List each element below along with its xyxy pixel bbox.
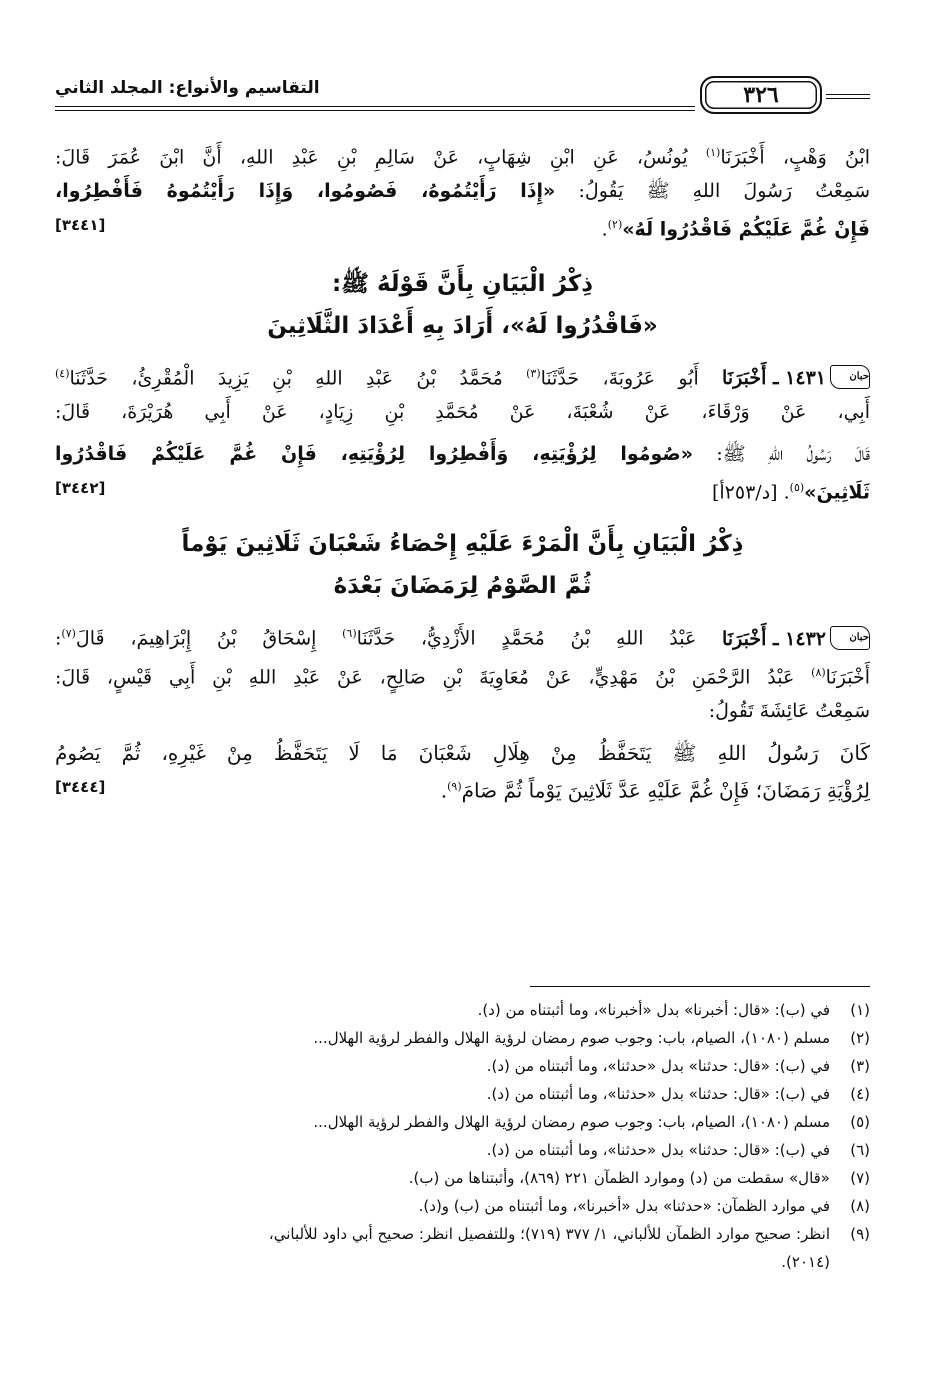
footnote-text: انظر: صحيح موارد الظمآن للألباني، ١/ ٣٧٧ (٧١٩)؛ وللتفصيل انظر: صحيح أبي داود للألباني، <box>268 1225 830 1243</box>
footnote-number: (٢) <box>850 1029 870 1047</box>
chapter-title-line: ذِكْرُ الْبَيَانِ بِأَنَّ الْمَرْءَ عَلَيْهِ إِحْصَاءُ شَعْبَانَ ثَلَاثِينَ يَوْماً <box>181 531 744 558</box>
header-rule-right <box>826 94 870 99</box>
footnote <box>55 1052 870 1080</box>
footnote-ref: (٥) <box>789 480 805 494</box>
text-span: إِسْحَاقُ بْنُ إِبْرَاهِيمَ، قَالَ <box>75 627 343 650</box>
text-span: قَالَ رَسُولُ اللهِ ﷺ: <box>693 442 870 465</box>
text-span: يُونُسُ، عَنِ ابْنِ شِهَابٍ، عَنْ سَالِمِ بْنِ عَبْدِ اللهِ، أَنَّ ابْنَ عُمَرَ قَالَ: <box>55 146 706 169</box>
footnote-ref: (٢) <box>607 218 623 232</box>
hadith-1431 <box>55 357 870 510</box>
footnote-ref: (٦) <box>342 627 357 641</box>
footnote <box>55 1220 870 1248</box>
footnote-text: مسلم (١٠٨٠)، الصيام، باب: وجوب صوم رمضان لرؤية الهلال والفطر لرؤية الهلال... <box>313 1029 830 1047</box>
text-line: أَبِي، عَنْ وَرْقَاءَ، عَنْ شُعْبَةَ، عَنْ مُحَمَّدِ بْنِ زِيَادٍ، عَنْ أَبِي هُرَيْرَةَ، قَالَ: <box>55 400 870 423</box>
prophetic-quote: «إِذَا رَأَيْتُمُوهُ، فَصُومُوا، وَإِذَا رَأَيْتُمُوهُ فَأَفْطِرُوا، <box>55 180 556 203</box>
footnote <box>55 1108 870 1136</box>
footnote-number: (٥) <box>850 1113 870 1131</box>
footnote-ref: (٤) <box>55 366 70 380</box>
footnote-text: في (ب): «قال: حدثنا» بدل «حدثنا»، وما أثبتناه من (د). <box>486 1057 830 1075</box>
page-header <box>55 74 870 114</box>
text-span: : <box>55 627 62 650</box>
text-span: سَمِعْتُ رَسُولَ اللهِ ﷺ يَقُولُ: <box>555 180 870 203</box>
footnote <box>55 1192 870 1220</box>
footnote-ref: (١) <box>705 146 721 159</box>
chapter-title-line: «فَاقْدُرُوا لَهُ»، أَرَادَ بِهِ أَعْدَادَ الثَّلَاثِينَ <box>267 312 658 339</box>
text-line <box>55 208 870 246</box>
hadith-1432 <box>55 617 870 807</box>
footnote-text: مسلم (١٠٨٠)، الصيام، باب: وجوب صوم رمضان لرؤية الهلال والفطر لرؤية الهلال... <box>313 1113 830 1131</box>
prophetic-quote: ثَلَاثِينَ» <box>804 481 870 504</box>
hadith-number <box>722 622 870 656</box>
text-line: سَمِعْتُ عَائِشَةَ تَقُولُ: <box>708 699 870 722</box>
footnote-separator <box>530 986 870 987</box>
footnote-number: (٨) <box>850 1197 870 1215</box>
text-line <box>55 617 870 655</box>
prophetic-quote: «صُومُوا لِرُؤْيَتِهِ، وَأَفْطِرُوا لِرُؤْيَتِهِ، فَإِنْ غُمَّ عَلَيْكُمْ فَاقْدُرُوا <box>55 442 694 465</box>
text-line <box>55 174 870 208</box>
footnote-ref: (٨) <box>811 665 826 679</box>
footnote-text: في (ب): «قال: حدثنا» بدل «حدثنا»، وما أثبتناه من (د). <box>486 1085 830 1103</box>
text-span: لِرُؤْيَةِ رَمَضَانَ؛ فَإِنْ غُمَّ عَلَيْهِ عَدَّ ثَلَاثِينَ يَوْماً ثُمَّ صَامَ <box>461 778 870 803</box>
hadith-number-label: ١٤٣١ ـ أَخْبَرَنَا <box>722 366 826 389</box>
hadith-reference: [٣٤٤٤] <box>55 777 106 796</box>
text-line <box>55 357 870 395</box>
footnote-text: (٢٠١٤). <box>781 1253 830 1271</box>
text-span: ابْنُ وَهْبٍ، أَخْبَرَنَا <box>720 146 870 169</box>
hadith-reference: [٣٤٤١] <box>55 216 106 235</box>
text-span: عَبْدُ الرَّحْمَنِ بْنُ مَهْدِيٍّ، عَنْ مُعَاوِيَةَ بْنِ صَالِحٍ، عَنْ عَبْدِ اللهِ بْنِ أَبِي قَيْسٍ، قَالَ: <box>55 665 812 688</box>
chapter-heading <box>55 263 870 347</box>
prophetic-quote: فَإِنْ غُمَّ عَلَيْكُمْ فَاقْدُرُوا لَهُ» <box>622 218 870 241</box>
text-span: . <box>601 218 608 241</box>
footnote-ref: (٩) <box>447 779 462 793</box>
text-span: أَخْبَرَنَا <box>825 665 870 688</box>
hadith-number <box>722 361 870 395</box>
footnote-number: (٧) <box>850 1169 870 1187</box>
footnote-ref: (٧) <box>61 627 76 641</box>
footnote-text: في موارد الظمآن: «حدثنا» بدل «أخبرنا»، وما أثبتناه من (ب) و(د). <box>418 1197 830 1215</box>
text-line <box>55 656 870 694</box>
ibn-hibban-mark-icon: حبان <box>830 626 870 650</box>
footnote-number: (٣) <box>850 1057 870 1075</box>
running-title: التقاسيم والأنواع: المجلد الثاني <box>55 78 320 98</box>
text-span: مُحَمَّدُ بْنُ عَبْدِ اللهِ بْنِ يَزِيدَ الْمُقْرِئُ، حَدَّثَنَا <box>69 366 527 389</box>
footnote <box>55 1024 870 1052</box>
footnote-continuation <box>55 1248 870 1276</box>
chapter-title-line: ذِكْرُ الْبَيَانِ بِأَنَّ قَوْلَهُ ﷺ: <box>331 270 594 297</box>
footnote-text: في (ب): «قال: حدثنا» بدل «حدثنا»، وما أثبتناه من (د). <box>486 1141 830 1159</box>
footnote <box>55 1164 870 1192</box>
footnote-number: (٦) <box>850 1141 870 1159</box>
footnote-number: (١) <box>850 1001 870 1019</box>
footnote <box>55 1136 870 1164</box>
text-line <box>55 471 870 509</box>
chapter-title-line: ثُمَّ الصَّوْمُ لِرَمَضَانَ بَعْدَهُ <box>333 573 592 600</box>
text-line <box>55 136 870 174</box>
hadith-reference: [٣٤٤٢] <box>55 478 106 497</box>
page-number: ٣٢٦ <box>700 76 822 114</box>
footnotes <box>55 996 870 1276</box>
text-span: . <box>440 778 448 803</box>
text-line: كَانَ رَسُولُ اللهِ ﷺ يَتَحَفَّظُ مِنْ هِلَالِ شَعْبَانَ مَا لَا يَتَحَفَّظُ مِنْ غَيْرِهِ، ثُمَّ يَصُومُ <box>55 740 870 765</box>
text-span: أَبُو عَرُوبَةَ، حَدَّثَنَا <box>540 366 723 389</box>
hadith-number-label: ١٤٣٢ ـ أَخْبَرَنَا <box>722 627 826 650</box>
footnote-number: (٩) <box>850 1225 870 1243</box>
hadith-continuation <box>55 136 870 247</box>
text-span: . [د/٢٥٣أ] <box>711 481 790 504</box>
page-body <box>55 136 870 808</box>
text-line <box>55 437 870 471</box>
text-span: عَبْدُ اللهِ بْنُ مُحَمَّدٍ الأَزْدِيُّ، حَدَّثَنَا <box>356 627 723 650</box>
footnote-text: في (ب): «قال: أخبرنا» بدل «أخبرنا»، وما أثبتناه من (د). <box>477 1001 830 1019</box>
footnote <box>55 996 870 1024</box>
text-line <box>55 770 870 808</box>
header-rule-left <box>55 106 695 111</box>
footnote-ref: (٣) <box>526 366 541 380</box>
footnote-text: «قال» سقطت من (د) وموارد الظمآن ٢٢١ (٨٦٩)، وأثبتناها من (ب). <box>408 1169 830 1187</box>
footnote-number: (٤) <box>850 1085 870 1103</box>
ibn-hibban-mark-icon: حبان <box>830 365 870 389</box>
chapter-heading <box>55 523 870 607</box>
footnote <box>55 1080 870 1108</box>
